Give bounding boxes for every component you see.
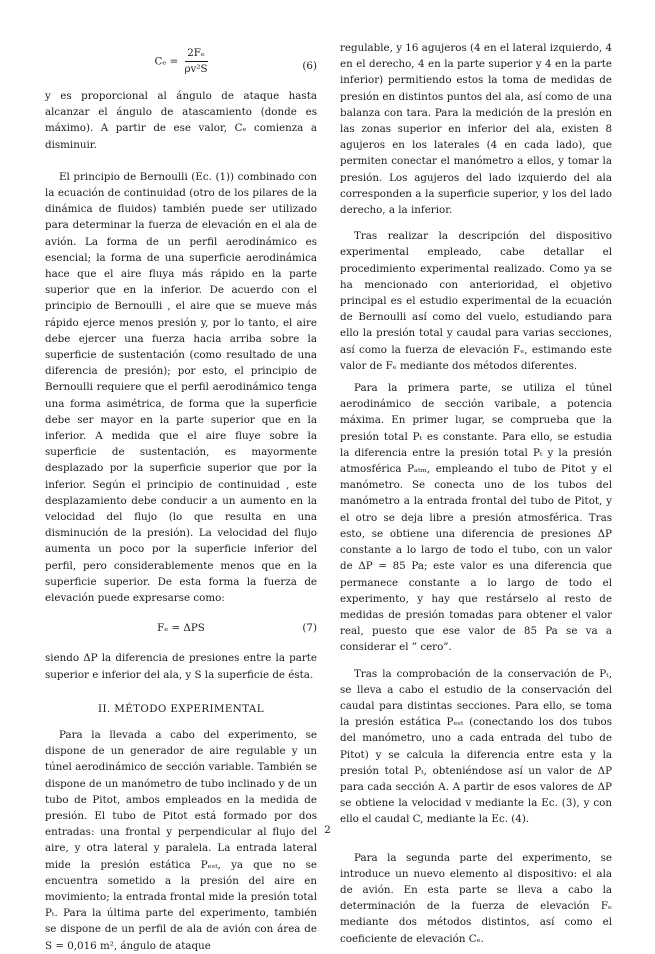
eq7-number: (7)	[302, 622, 317, 635]
paragraph: siendo ΔP la diferencia de presiones entre la parte superior e inferior del ala, y S la superficie de ésta.	[45, 652, 317, 681]
left-column	[45, 40, 317, 954]
page-number: 2	[324, 824, 331, 836]
equation-6	[45, 46, 317, 84]
eq6-number: (6)	[302, 60, 317, 72]
paragraph: Para la segunda parte del experimento, se introduce un nuevo elemento al dispositivo: el ala de avión. En esta parte se lleva a cabo la determinación de la fuerza de elevación Fₑ mediante dos métodos distintos, así como el coeficiente de elevación Cₑ.	[340, 851, 612, 945]
equation-7	[45, 614, 317, 644]
paragraph: Tras la comprobación de la conservación de Pₜ, se lleva a cabo el estudio de la conservación del caudal para distintas secciones. Para ello, se toma la presión estática Pₑₛₜ (conectando los dos tubos del manómetro, uno a cada entrada del tubo de Pitot) y se calcula la diferencia entre esta y la presión total Pₜ, obteniéndose así un valor de ΔP para cada sección A. A partir de esos valores de ΔP se obtiene la velocidad v mediante la Ec. (3), y con ello el caudal C, mediante la Ec. (4).	[340, 667, 612, 826]
section-heading: II. MÉTODO EXPERIMENTAL	[98, 702, 264, 715]
paragraph: Para la llevada a cabo del experimento, se dispone de un generador de aire regulable y un túnel aerodinámico de sección variable. También se dispone de un manómetro de tubo inclinado y de un tubo de Pitot, ambos empleados en la medida de presión. El tubo de Pitot está formado por dos entradas: una frontal y perpendicular al flujo del aire, y otra lateral y paralela. La entrada lateral mide la presión estática Pₑₛₜ, ya que no se encuentra sometido a la presión del aire en movimiento; la entrada frontal mide la presión total Pₜ. Para la última parte del experimento, también se dispone de un perfil de ala de avión con área de S = 0,016 m², ángulo de ataque	[45, 728, 317, 952]
right-column	[340, 40, 612, 947]
paragraph: y es proporcional al ángulo de ataque hasta alcanzar el ángulo de atascamiento (donde es máximo). A partir de ese valor, Cₑ comienza a disminuir.	[45, 90, 317, 151]
paragraph: El principio de Bernoulli (Ec. (1)) combinado con la ecuación de continuidad (otro de los pilares de la dinámica de fluidos) también puede ser utilizado para determinar la fuerza de elevación en el ala de avión. La forma de un perfil aerodinámico es esencial; la forma de una superficie aerodinámica hace que el aire fluya más rápido en la parte superior que en la inferior. De acuerdo con el principio de Bernoulli , el aire que se mueve más rápido ejerce menos presión y, por lo tanto, el aire debe ejercer una fuerza hacia arriba sobre la superficie de sustentación (como resultado de una diferencia de presión); por esto, el principio de Bernoulli requiere que el perfil aerodinámico tenga una forma asimétrica, de forma que la superficie debe ser mayor en la parte superior que en la inferior. A medida que el aire fluye sobre la superficie de sustentación, es mayormente desplazado por la superficie superior que por la inferior. Según el principio de continuidad , este desplazamiento debe conducir a un aumento en la velocidad del flujo (lo que resulta en una disminución de la presión). La velocidad del flujo aumenta un poco por la superficie inferior del perfil, pero considerablemente menos que en la superficie superior. De esta forma la fuerza de elevación puede expresarse como:	[45, 170, 317, 605]
paragraph: Tras realizar la descripción del dispositivo experimental empleado, cabe detallar el procedimiento experimental realizado. Como ya se ha mencionado con anterioridad, el objetivo principal es el estudio experimental de la ecuación de Bernoulli así como del vuelo, estudiando para ello la presión total y caudal para varias secciones, así como la fuerza de elevación Fₑ, estimando este valor de Fₑ mediante dos métodos diferentes.	[340, 230, 612, 372]
paragraph: regulable, y 16 agujeros (4 en el lateral izquierdo, 4 en el derecho, 4 en la parte superior y 4 en la parte inferior) permitiendo estos la toma de medidas de presión en distintos puntos del ala, así como de una balanza con tara. Para la medición de la presión en las zonas superior en inferior del ala, existen 8 agujeros en los laterales (4 en cada lado), que permiten conectar el manómetro a ellos, y tomar la presión. Los agujeros del lado izquierdo del ala corresponden a la superficie superior, y los del lado derecho, a la inferior.	[340, 42, 612, 217]
eq6-denominator: ρv²S	[184, 63, 208, 75]
eq6-fraction	[185, 46, 208, 77]
eq6-numerator: 2Fₑ	[185, 46, 208, 62]
eq6-lhs: Cₑ =	[154, 55, 179, 68]
eq7-body: Fₑ = ΔPS	[157, 622, 205, 635]
paragraph: Para la primera parte, se utiliza el túnel aerodinámico de sección varibale, a potencia máxima. En primer lugar, se comprueba que la presión total Pₜ es constante. Para ello, se estudia la diferencia entre la presión total Pₜ y la presión atmosférica Pₐₜₘ, empleando el tubo de Pitot y el manómetro. Se conecta uno de los tubos del manómetro a la entrada frontal del tubo de Pitot, y el otro se deja libre a presión atmosférica. Tras esto, se obtiene una diferencia de presiones ΔP constante a lo largo de todo el tubo, con un valor de ΔP = 85 Pa; este valor es una diferencia que permanece constante a lo largo de todo el experimento, y hay que restárselo al resto de medidas de presión tomadas para obtener el valor real, puesto que ese valor de 85 Pa se va a considerar el ” cero”.	[340, 382, 612, 654]
